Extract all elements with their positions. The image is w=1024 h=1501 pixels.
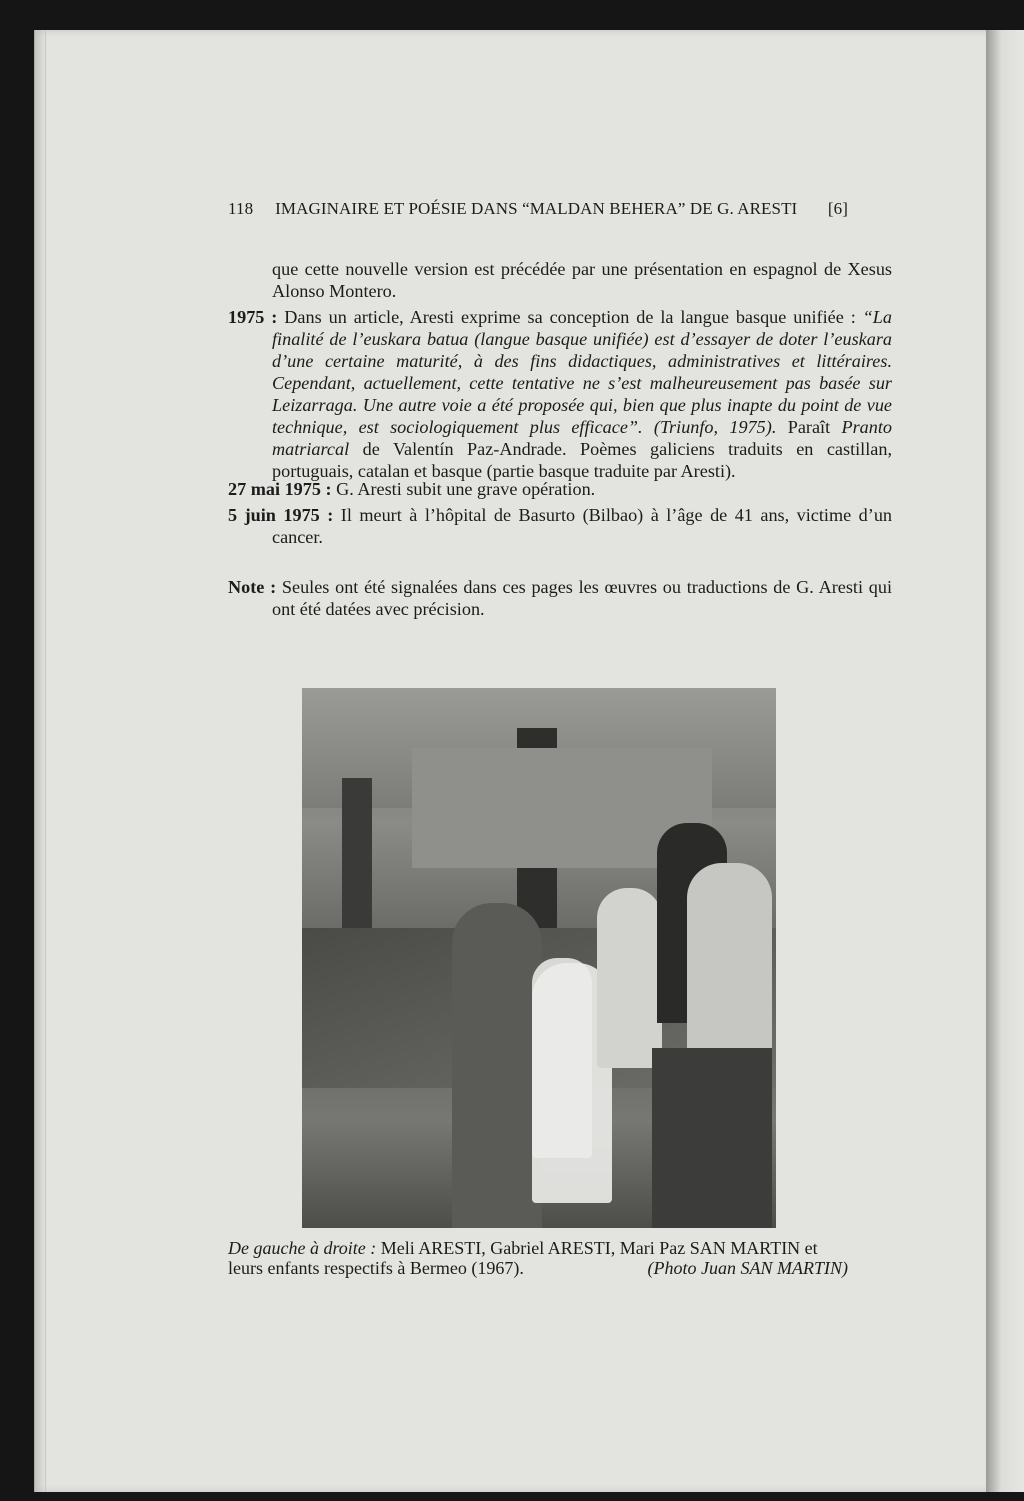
entry-text: que cette nouvelle version est précédée par une présentation en espagnol de Xesus Alonso Montero. [272,259,892,301]
entry-text: Dans un article, Aresti exprime sa conception de la langue basque unifiée : [284,307,863,327]
note-label: Note : [228,577,277,597]
entry-1975 [228,306,892,482]
entry-label: 27 mai 1975 : [228,479,332,499]
note [228,576,892,620]
entry-continuation [228,258,892,302]
entry-text: G. Aresti subit une grave opération. [336,479,596,499]
page-number: 118 [228,199,254,218]
entry-text: Paraît [776,417,842,437]
note-text: Seules ont été signalées dans ces pages les œuvres ou traductions de G. Aresti qui ont été datées avec précision. [272,577,892,619]
entry-text: Il meurt à l’hôpital de Basurto (Bilbao) à l’âge de 41 ans, victime d’un cancer. [272,505,893,547]
section-number: [6] [827,199,848,218]
entry-quote: “La finalité de l’euskara batua (langue basque unifiée) est d’essayer de doter l’euskara d’une certaine maturité, à des fins didactiques, administratives et littéraires. Cependant, actuellement, cette tentative ne s’est malheureusement pas basée sur Leizarraga. Une autre voie a été proposée qui, bien que plus inapte du point de vue technique, est sociologiquement plus efficace”. (Triunfo, 1975). [272,307,892,437]
photo-credit: (Photo Juan SAN MARTIN) [647,1258,848,1278]
running-header [228,199,848,219]
family-photograph [302,688,776,1228]
photo-caption [228,1238,848,1278]
running-title: IMAGINAIRE ET POÉSIE DANS “MALDAN BEHERA” DE G. ARESTI [275,199,798,218]
caption-lead: De gauche à droite : [228,1238,377,1258]
entry-text: de Valentín Paz-Andrade. Poèmes galiciens traduits en castillan, portuguais, catalan et basque (partie basque traduite par Aresti). [272,439,892,481]
entry-label: 1975 : [228,307,278,327]
entry-5-juin-1975 [228,504,892,548]
entry-label: 5 juin 1975 : [228,505,334,525]
entry-27-mai-1975 [228,478,892,500]
caption-text: Meli ARESTI, Gabriel ARESTI, Mari Paz SAN MARTIN et leurs enfants respectifs à Bermeo (1967). [228,1238,818,1278]
facing-page-edge [986,30,1024,1492]
work-title: Pranto matriarcal [272,417,892,459]
